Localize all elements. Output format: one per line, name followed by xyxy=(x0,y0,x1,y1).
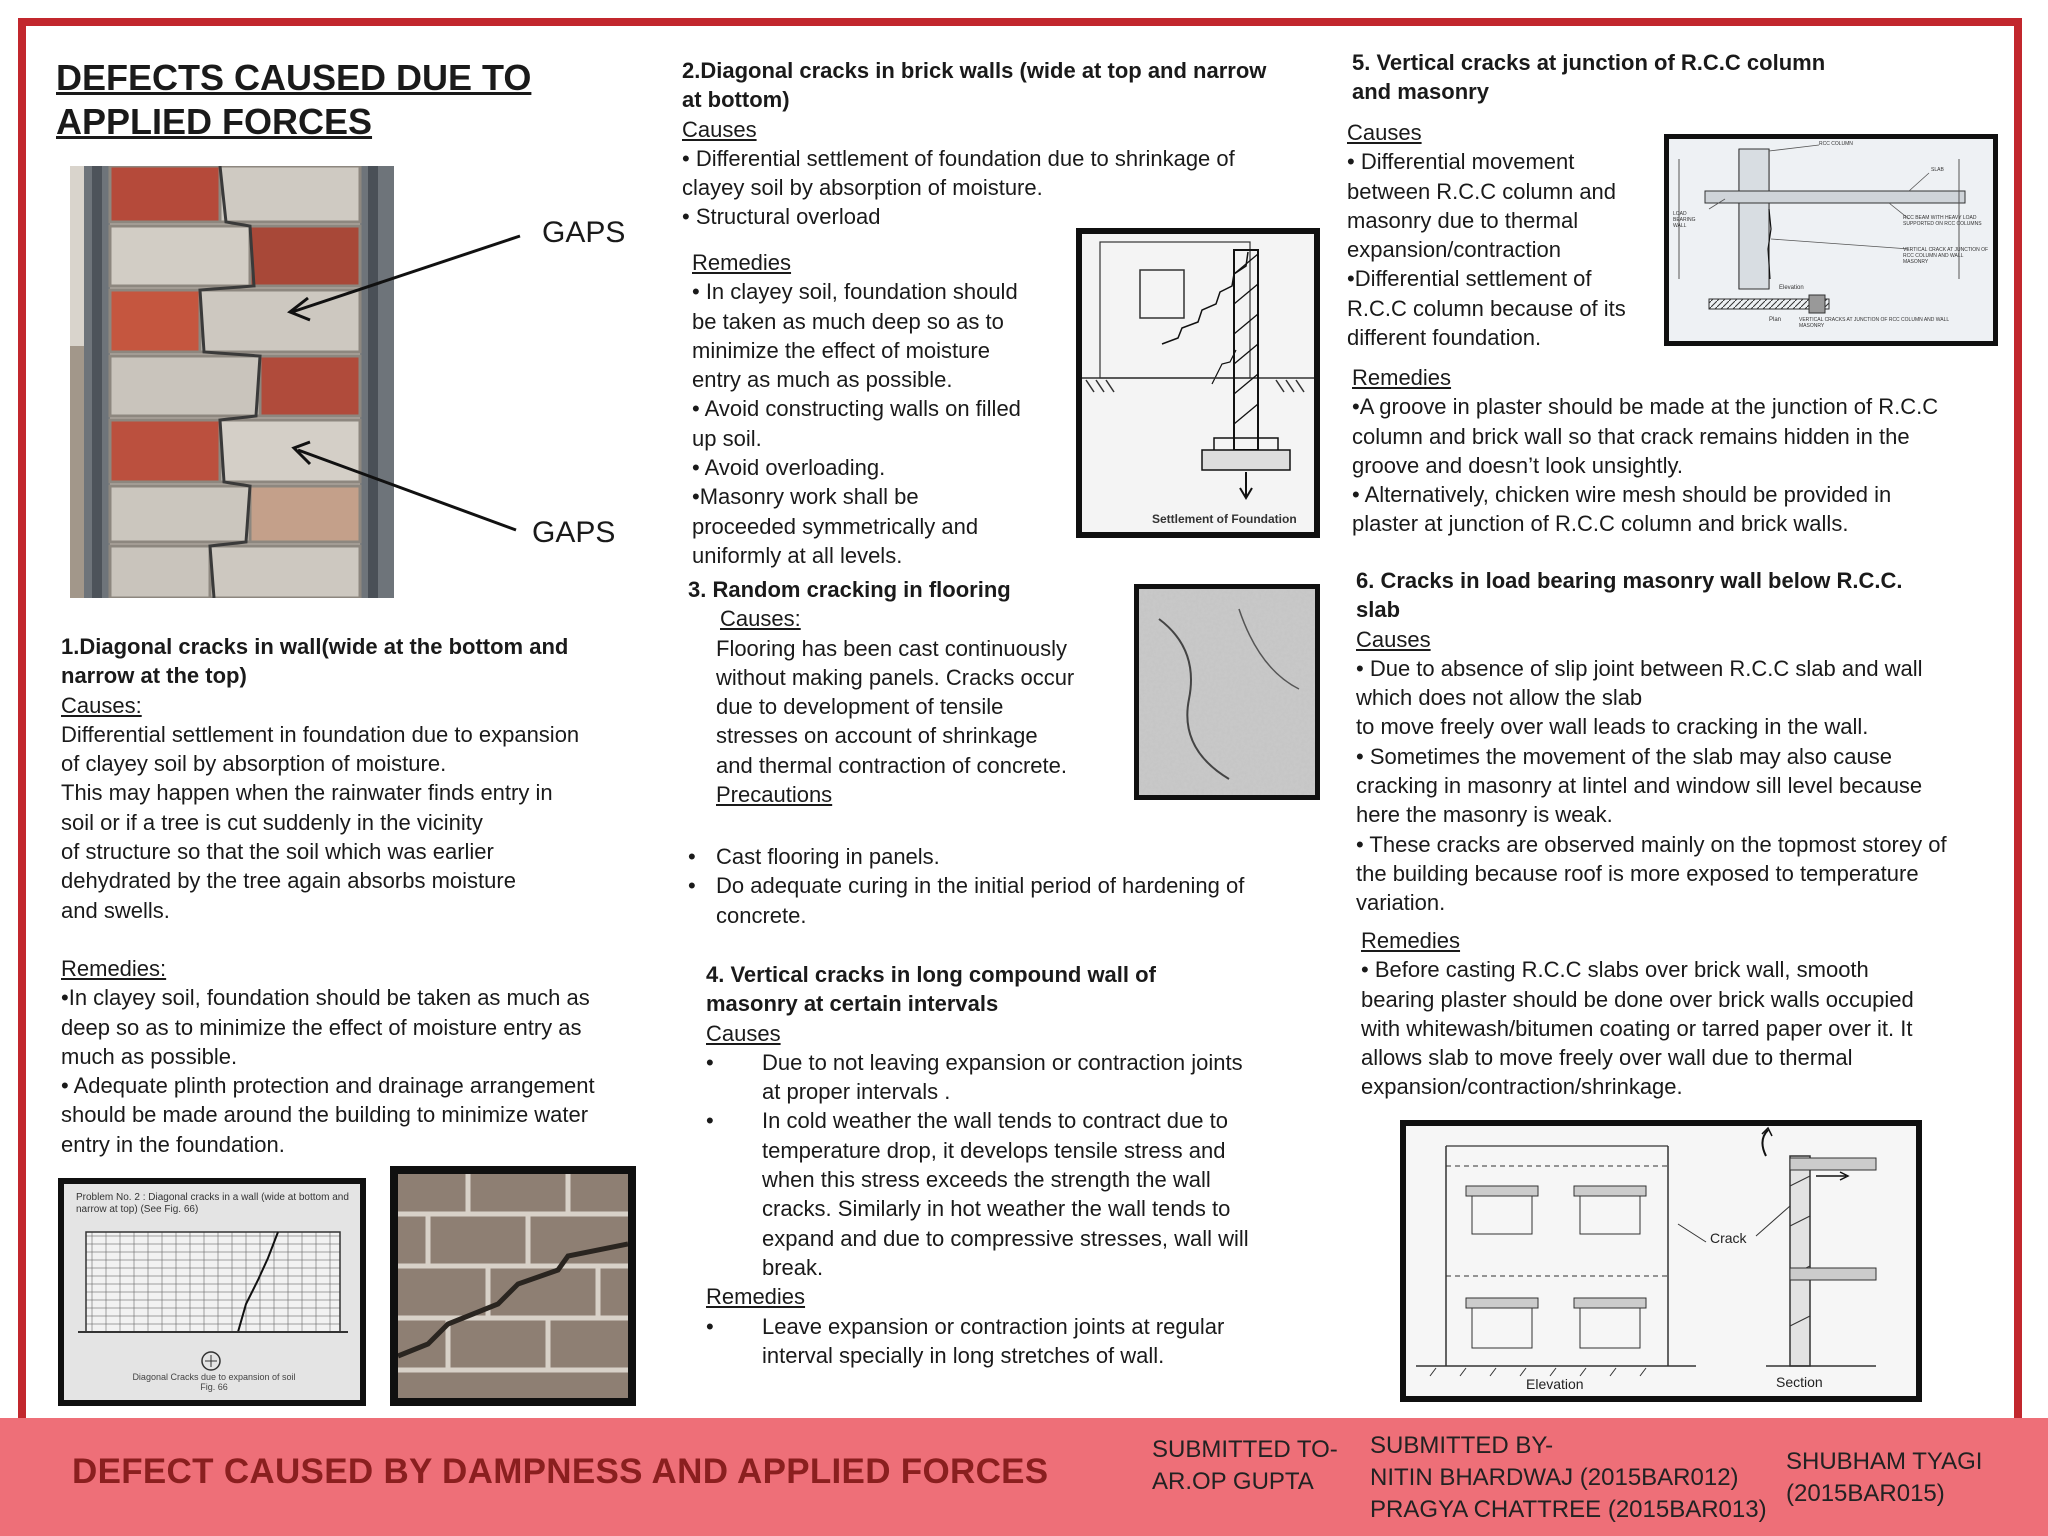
s1-fig-caption-bottom: Diagonal Cracks due to expansion of soil Fig. 66 xyxy=(132,1372,296,1392)
gaps-label-bottom: GAPS xyxy=(532,516,616,549)
s6-causes-label: Causes xyxy=(1356,626,1431,652)
s5-fig-label-beam: RCC BEAM WITH HEAVY LOAD SUPPORTED ON RCC COLUMNS xyxy=(1903,215,1982,227)
s5-remedies-label: Remedies xyxy=(1352,365,1452,390)
s6-fig-label-crack: Crack xyxy=(1710,1230,1747,1246)
gaps-arrows xyxy=(280,200,540,560)
s5-causes-label: Causes xyxy=(1347,120,1422,145)
s2-remedies-text: • In clayey soil, foundation should be taken as much deep so as to minimize the effect of moisture entry as much as possible. • Avoid constructing walls on filled up soil. • Avoid overloading. •Masonry work shall be proceeded symmetrically and uniformly at all levels. xyxy=(692,279,1021,568)
footer-submitted-by: SUBMITTED BY- NITIN BHARDWAJ (2015BAR012) PRAGYA CHATTREE (2015BAR013) xyxy=(1370,1432,1767,1523)
s1-remedies-label: Remedies: xyxy=(61,955,167,981)
s1-remedies-text: •In clayey soil, foundation should be taken as much as deep so as to minimize the effect of moisture entry as much as possible. • Adequate plinth protection and drainage arrangement should be made around the building to minimize water entry in the foundation. xyxy=(61,985,595,1157)
footer-member-3: SHUBHAM TYAGI (2015BAR015) xyxy=(1786,1448,1983,1507)
s1-heading: 1.Diagonal cracks in wall(wide at the bottom and narrow at the top) xyxy=(61,634,569,689)
s5-fig-label-load: LOAD BEARING WALL xyxy=(1673,211,1696,229)
list-item: • Due to not leaving expansion or contraction joints at proper intervals . xyxy=(706,1049,1243,1105)
s5-fig-label-plan: Plan xyxy=(1769,317,1782,323)
s2-fig-caption: Settlement of Foundation xyxy=(1152,512,1297,526)
s1-causes-text: Differential settlement in foundation due to expansion of clayey soil by absorption of moisture. This may happen when the rainwater finds entry in soil or if a tree is cut suddenly in the vicinity of structure so that the soil which was earlier dehydrated by the tree again absorbs moisture and swells. xyxy=(61,721,580,923)
s5-rcc-column-diagram xyxy=(1664,134,1998,346)
s6-causes-text: • Due to absence of slip joint between R.C.C slab and wall which does not allow the slab to move freely over wall leads to cracking in the wall. • Sometimes the movement of the slab may also cause cracking in masonry at lintel and window sill level because here the masonry is weak. • These cracks are observed mainly on the topmost storey of the building because roof is more exposed to temperature variation. xyxy=(1356,655,1947,916)
s5-fig-label-plancap: VERTICAL CRACKS AT JUNCTION OF RCC COLUMN AND WALL MASONRY xyxy=(1799,317,1950,329)
s5-fig-label-col: RCC COLUMN xyxy=(1819,141,1853,147)
s3-precautions-list xyxy=(688,842,1338,930)
s6-remedies-label: Remedies xyxy=(1361,928,1461,953)
s5-fig-label-elev: Elevation xyxy=(1779,285,1804,291)
s4-remedies-list xyxy=(706,1312,1346,1371)
s2-remedies-label: Remedies xyxy=(692,250,792,275)
footer-title: DEFECT CAUSED BY DAMPNESS AND APPLIED FORCES xyxy=(72,1452,1049,1491)
s2-heading: 2.Diagonal cracks in brick walls (wide at top and narrow at bottom) xyxy=(682,58,1267,113)
list-item: • Do adequate curing in the initial period of hardening of concrete. xyxy=(688,873,1245,928)
s4-causes-label: Causes xyxy=(706,1020,781,1046)
s6-slab-crack-diagram xyxy=(1400,1120,1922,1402)
s4-heading: 4. Vertical cracks in long compound wall of masonry at certain intervals xyxy=(706,962,1156,1017)
s2-causes-text: • Differential settlement of foundation due to shrinkage of clayey soil by absorption of moisture. • Structural overload xyxy=(682,145,1235,230)
s3-heading: 3. Random cracking in flooring xyxy=(688,577,1011,602)
list-item: • Cast flooring in panels. xyxy=(688,844,940,869)
s1-wall-diagram xyxy=(58,1178,366,1406)
s6-remedies-text: • Before casting R.C.C slabs over brick wall, smooth bearing plaster should be done over brick walls occupied with whitewash/bitumen coating or tarred paper over it. It allows slab to move freely over wall due to thermal expansion/contraction/shrinkage. xyxy=(1361,957,1914,1100)
s2-settlement-diagram xyxy=(1076,228,1320,538)
s3-causes-text: Flooring has been cast continuously without making panels. Cracks occur due to development of tensile stresses on account of shrinkage and thermal contraction of concrete. xyxy=(716,635,1075,778)
s6-heading: 6. Cracks in load bearing masonry wall below R.C.C. slab xyxy=(1356,568,1903,623)
s3-flooring-photo xyxy=(1134,584,1320,800)
s5-fig-label-vert: VERTICAL CRACK AT JUNCTION OF RCC COLUMN AND WALL MASONRY xyxy=(1903,247,1989,265)
list-item: • In cold weather the wall tends to contract due to temperature drop, it develops tensile stress and when this stress exceeds the strength the wall cracks. Similarly in hot weather the wall tends to expand and due to compressive stresses, wall will break. xyxy=(706,1108,1249,1280)
s1-causes-label: Causes: xyxy=(61,692,142,718)
s5-heading: 5. Vertical cracks at junction of R.C.C column and masonry xyxy=(1352,50,1826,105)
s3-precautions-label: Precautions xyxy=(716,782,833,808)
s5-causes-text: • Differential movement between R.C.C column and masonry due to thermal expansion/contraction •Differential settlement of R.C.C column because of its different foundation. xyxy=(1347,149,1626,351)
s6-fig-label-elevation: Elevation xyxy=(1526,1376,1584,1392)
s1-fig-caption-top: Problem No. 2 : Diagonal cracks in a wall (wide at bottom and narrow at top) (See Fig. 66) xyxy=(76,1192,349,1215)
list-item: • Leave expansion or contraction joints at regular interval specially in long stretches of wall. xyxy=(706,1313,1225,1368)
footer-submitted-to: SUBMITTED TO- AR.OP GUPTA xyxy=(1152,1436,1338,1495)
page-title: DEFECTS CAUSED DUE TO APPLIED FORCES xyxy=(56,57,532,142)
s5-remedies-text: •A groove in plaster should be made at the junction of R.C.C column and brick wall so that crack remains hidden in the groove and doesn’t look unsightly. • Alternatively, chicken wire mesh should be provided in plaster at junction of R.C.C column and brick walls. xyxy=(1352,394,1939,537)
s2-causes-label: Causes xyxy=(682,116,757,142)
gaps-label-top: GAPS xyxy=(542,216,626,249)
s3-causes-label: Causes: xyxy=(720,606,801,632)
s5-fig-label-slab: SLAB xyxy=(1931,167,1944,173)
s1-crack-photo xyxy=(390,1166,636,1406)
s4-causes-list xyxy=(706,1048,1346,1282)
s4-remedies-label: Remedies xyxy=(706,1284,806,1310)
s6-fig-label-section: Section xyxy=(1776,1374,1823,1390)
